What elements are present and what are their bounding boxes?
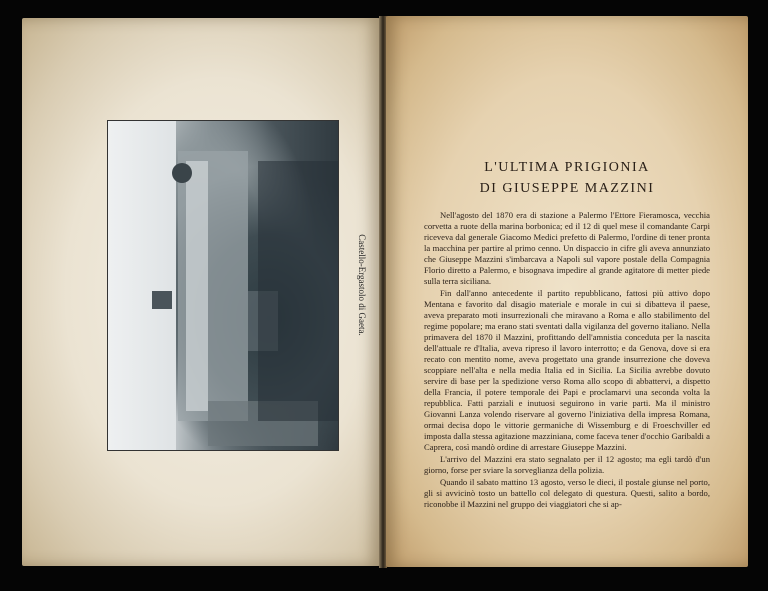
chapter-title-line1: L'ULTIMA PRIGIONIA: [484, 160, 650, 175]
body-text: [424, 210, 710, 511]
paragraph: Fin dall'anno antecedente il partito repubblicano, fattosi più attivo dopo Mentana e favorito dal disagio materiale e morale in cui si dibatteva il paese, aveva preparato moti insurrezionali che miravano a Roma e allo stabilimento del regime popolare; ma erano stati sventati dalla vigilanza del governo italiano. Nella primavera del 1870 il Mazzini, profittando dell'amnistia conceduta per la nascita dell'attuale re d'Italia, aveva ripreso il lavoro interrotto; e da Genova, dove si era recato con mentito nome, aveva progettato una grande insurrezione che doveva scoppiare nell'alta e nella media Italia ed in Sicilia. La Sicilia avrebbe dovuto servire di base per la spedizione verso Roma allo scopo di abbattervi, a dispetto della Francia, il potere temporale dei Papi e proclamarvi una seconda volta la repubblica. Fatti parziali e inutuosi seguirono in varie parti. Ma il ministro Giovanni Lanza volendo riservare al governo l'iniziativa della impresa Romana, ormai decisa dopo le vittorie germaniche di Wissemburg e di Froeschviller ed imposta dalla stessa agitazione mazziniana, come faceva tener d'occhio Garibaldi a Caprera, così mandò ordine di arrestare Giuseppe Mazzini.: [424, 288, 710, 452]
paragraph: Nell'agosto del 1870 era di stazione a Palermo l'Ettore Fieramosca, vecchia corvetta a ruote della marina borbonica; ed il 12 di quel mese il comandante Carpi riceveva dal generale Giacomo Medici prefetto di Palermo, l'ordine di tener pronta la macchina per partire al primo cenno. Un dispaccio in cifre gli aveva annunziato che Giuseppe Mazzini s'imbarcava a Napoli sul vapore postale della Compagnia Florio diretto a Palermo, e bisognava impedire al grande agitatore di metter piede sulla terra siciliana.: [424, 210, 710, 286]
chapter-title-line2: DI GIUSEPPE MAZZINI: [479, 181, 655, 196]
paragraph: L'arrivo del Mazzini era stato segnalato per il 12 agosto; ma egli tardò d'un giorno, forse per sviare la sorveglianza della polizia.: [424, 454, 710, 475]
castle-photograph: [107, 120, 339, 451]
castle-silhouette: [108, 121, 338, 450]
photo-caption: Castello-Ergastolo di Gaeta.: [357, 234, 367, 336]
paragraph: Quando il sabato mattino 13 agosto, verso le dieci, il postale giunse nel porto, gli si avvicinò tosto un battello col delegato di questura. Questi, salito a bordo, riconobbe il Mazzini nel gruppo dei viaggiatori che si ap-: [424, 477, 710, 509]
